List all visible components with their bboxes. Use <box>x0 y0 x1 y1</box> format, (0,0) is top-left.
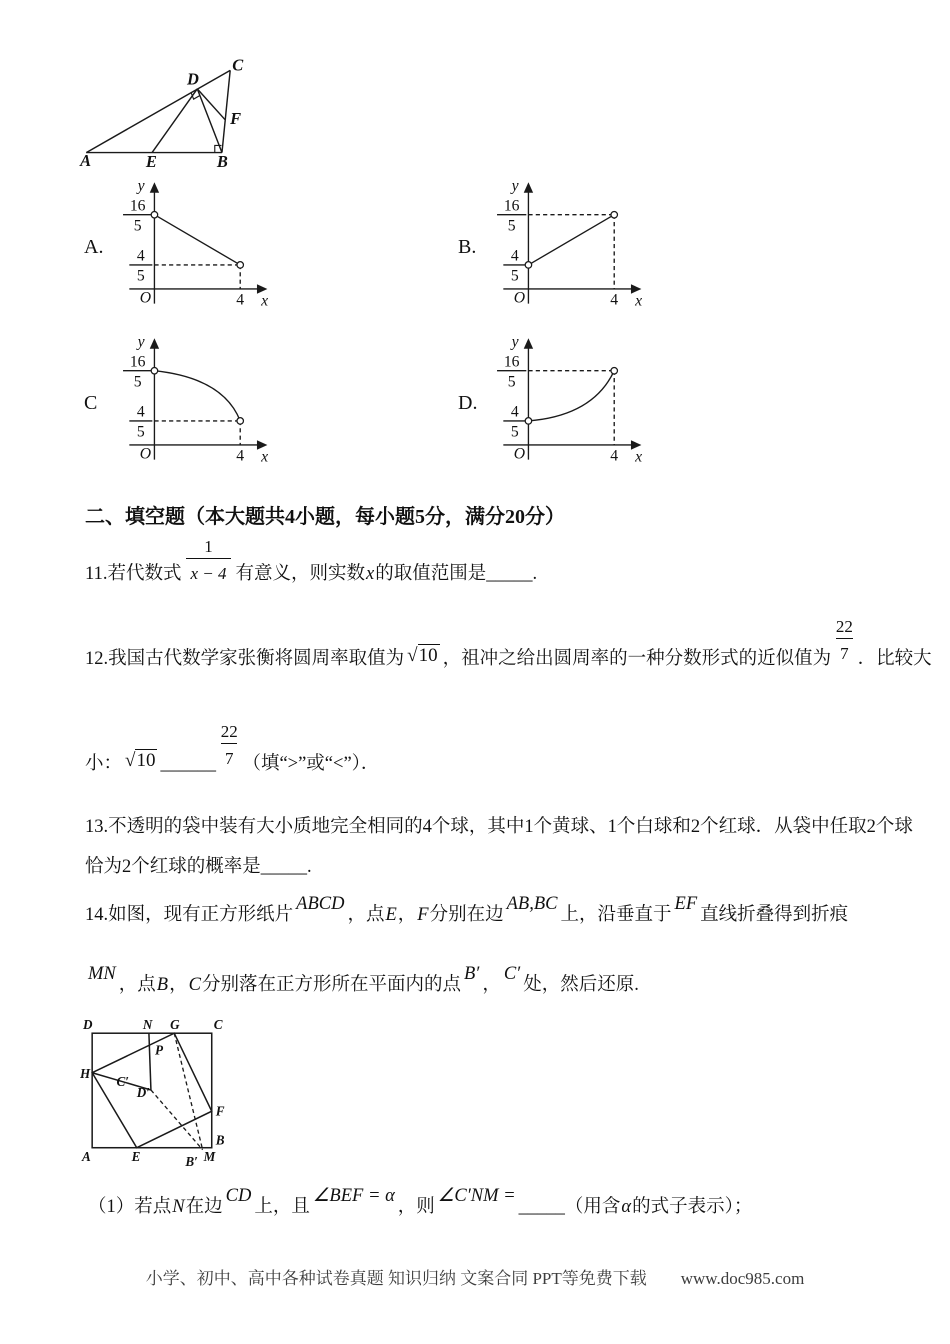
ytick-5b: 5 <box>136 267 145 285</box>
ytick-16: 16 <box>503 197 520 215</box>
q12-text3: ．比较大 <box>857 649 932 669</box>
y-axis-label: y <box>137 333 145 351</box>
q14-text5: 上，沿垂直于 <box>560 905 672 925</box>
section-2-title: 二、填空题（本大题共4小题，每小题5分，满分20分） <box>85 506 565 528</box>
option-a-label: A. <box>84 236 104 258</box>
q14-math-b: B <box>156 975 169 995</box>
option-c-label: C <box>84 392 98 414</box>
q14-math-abcd: ABCD <box>296 894 345 914</box>
q11-text1: 若代数式 <box>107 564 182 584</box>
q14-number: 14. <box>85 905 109 925</box>
sq-label-B: B <box>215 1132 225 1148</box>
q14-math-f: F <box>417 905 429 925</box>
xtick-4: 4 <box>236 291 245 309</box>
ytick-4: 4 <box>510 247 519 265</box>
footer-watermark <box>0 1264 950 1289</box>
point-label-E: E <box>145 151 157 168</box>
xtick-4: 4 <box>610 447 619 465</box>
square-fold-figure <box>80 1018 232 1173</box>
question-11 <box>85 536 538 589</box>
option-d-graph <box>458 332 653 472</box>
q14-1-answer-blank[interactable]: _____ <box>518 1197 565 1217</box>
sq-label-E: E <box>131 1148 141 1164</box>
q13-period: . <box>307 857 312 877</box>
q12-number: 12. <box>85 649 109 669</box>
sq-label-N: N <box>142 1018 153 1033</box>
q14-line2-text3: 分别落在正方形所在平面内的点 <box>201 975 461 995</box>
point-label-D: D <box>187 69 199 89</box>
ytick-5b: 5 <box>136 423 145 441</box>
ytick-5: 5 <box>133 373 142 391</box>
q14-text3: ， <box>397 905 417 925</box>
question-12-line1 <box>85 616 932 674</box>
q11-text2: 有意义，则实数 <box>235 564 366 584</box>
q12-line2-text1: 小： <box>85 754 123 774</box>
question-12-line2 <box>85 721 380 779</box>
point-label-C: C <box>232 58 244 75</box>
radical-icon: √ <box>407 645 418 666</box>
ytick-16: 16 <box>129 353 146 371</box>
q14-math-mn: MN <box>88 964 116 984</box>
q14-1-text1: （1）若点 <box>88 1197 172 1217</box>
ytick-5: 5 <box>507 373 516 391</box>
origin-label: O <box>513 445 526 463</box>
q11-blank[interactable]: _____ <box>486 564 533 584</box>
sq-label-F: F <box>215 1103 225 1119</box>
y-axis-label: y <box>137 177 145 195</box>
q14-1-text4: ，则 <box>397 1197 435 1217</box>
q11-var-x: x <box>366 564 375 584</box>
origin-label: O <box>513 289 526 307</box>
option-a-graph <box>84 176 279 316</box>
triangle-figure <box>78 58 258 173</box>
question-14-line2 <box>85 964 639 1000</box>
ytick-5: 5 <box>507 217 516 235</box>
q14-1-math-alpha: α <box>621 1197 632 1217</box>
q12-line2-frac-den: 7 <box>221 743 238 774</box>
sq-label-C-prime: C′ <box>116 1073 129 1089</box>
point-label-B: B <box>216 151 228 168</box>
q12-text1: 我国古代数学家张衡将圆周率取值为 <box>108 649 405 669</box>
sq-label-M: M <box>203 1148 216 1164</box>
q14-1-text6: 的式子表示）； <box>632 1197 753 1217</box>
q12-text2: ，祖冲之给出圆周率的一种分数形式的近似值为 <box>442 649 832 669</box>
q11-period: . <box>532 564 538 584</box>
q14-math-ab-bc: AB,BC <box>506 894 558 914</box>
ytick-4: 4 <box>510 403 519 421</box>
q12-frac-num: 22 <box>835 616 853 636</box>
q14-math-b-prime: B′ <box>463 964 480 984</box>
option-b-graph <box>458 176 653 316</box>
ytick-16: 16 <box>129 197 146 215</box>
y-axis-label: y <box>511 333 519 351</box>
xtick-4: 4 <box>610 291 619 309</box>
x-axis-label: x <box>635 292 643 310</box>
q14-math-ef: EF <box>674 894 698 914</box>
q14-text6: 直线折叠得到折痕 <box>700 905 849 925</box>
q11-fraction <box>186 536 230 589</box>
q14-line2-text5: 处，然后还原. <box>523 975 639 995</box>
q13-text2: 恰为2个红球的概率是 <box>85 857 261 877</box>
question-13-line1 <box>85 812 913 842</box>
y-axis-label: y <box>511 177 519 195</box>
question-14-line1 <box>85 894 849 930</box>
q14-text4: 分别在边 <box>429 905 504 925</box>
q14-math-c-prime: C′ <box>503 964 521 984</box>
q12-line2-fraction <box>220 721 238 774</box>
footer-text: 小学、初中、高中各种试卷真题 知识归纳 文案合同 PPT等免费下载 <box>145 1269 647 1288</box>
question-14-sub1 <box>88 1186 753 1222</box>
q14-math-c: C <box>188 975 201 995</box>
q12-fraction-22-7 <box>835 616 853 669</box>
q12-line2-sqrt10 <box>125 746 157 776</box>
origin-label: O <box>139 445 152 463</box>
ytick-5b: 5 <box>510 267 519 285</box>
q13-answer-blank[interactable]: _____ <box>260 857 308 877</box>
ytick-16: 16 <box>503 353 520 371</box>
sq-label-D-prime: D′ <box>136 1085 150 1101</box>
footer-link[interactable]: www.doc985.com <box>680 1269 805 1288</box>
x-axis-label: x <box>635 448 643 466</box>
q14-1-math-n: N <box>172 1197 185 1217</box>
sq-label-B-prime: B′ <box>185 1153 198 1168</box>
q11-text3: 的取值范围是 <box>375 564 487 584</box>
q13-number: 13. <box>85 817 109 837</box>
ytick-5b: 5 <box>510 423 519 441</box>
x-axis-label: x <box>261 292 269 310</box>
option-d-label: D. <box>458 392 478 414</box>
radical-icon: √ <box>125 750 136 771</box>
option-b-label: B. <box>458 236 477 258</box>
sq-label-P: P <box>154 1042 164 1058</box>
q14-math-e: E <box>385 905 397 925</box>
q11-frac-num: 1 <box>204 536 213 556</box>
q14-1-math-cd: CD <box>225 1186 252 1206</box>
q14-line2-text1: ，点 <box>118 975 156 995</box>
ytick-4: 4 <box>136 247 145 265</box>
ytick-4: 4 <box>136 403 145 421</box>
sq-label-A: A <box>82 1148 91 1164</box>
q14-1-text2: 在边 <box>185 1197 223 1217</box>
sq-label-G: G <box>170 1018 180 1033</box>
q12-sqrt10-value: 10 <box>418 645 438 666</box>
sq-label-D: D <box>83 1018 93 1033</box>
q11-frac-den: x − 4 <box>186 558 230 589</box>
q14-1-text3: 上，且 <box>254 1197 310 1217</box>
q12-frac-den: 7 <box>836 638 853 669</box>
point-label-F: F <box>230 108 242 128</box>
q14-1-math-angle-bef: ∠BEF = α <box>312 1186 395 1206</box>
x-axis-label: x <box>261 448 269 466</box>
q14-line2-text2: ， <box>169 975 188 995</box>
origin-label: O <box>139 289 152 307</box>
question-13-line2 <box>85 852 312 882</box>
q12-line2-frac-num: 22 <box>220 721 238 741</box>
q14-1-text5: （用含 <box>564 1197 621 1217</box>
q12-sqrt10 <box>407 641 439 671</box>
q13-text1: 不透明的袋中装有大小质地完全相同的4个球，其中1个黄球、1个白球和2个红球．从袋中任取2个球 <box>108 817 913 837</box>
q12-answer-blank[interactable]: ______ <box>160 754 216 774</box>
option-c-graph <box>84 332 279 472</box>
q14-1-math-angle-cnm: ∠C′NM = <box>437 1186 516 1206</box>
point-label-A: A <box>80 150 92 168</box>
ytick-5: 5 <box>133 217 142 235</box>
sq-label-C: C <box>213 1018 223 1033</box>
q14-line2-text4: ， <box>482 975 501 995</box>
q12-line2-text2: （填“>”或“<”）． <box>242 754 380 774</box>
sq-label-H: H <box>80 1065 91 1081</box>
q14-text1: 如图，现有正方形纸片 <box>108 905 294 925</box>
q11-number: 11. <box>85 564 108 584</box>
q14-text2: ，点 <box>347 905 385 925</box>
q12-line2-sqrt10-value: 10 <box>136 750 156 771</box>
xtick-4: 4 <box>236 447 245 465</box>
